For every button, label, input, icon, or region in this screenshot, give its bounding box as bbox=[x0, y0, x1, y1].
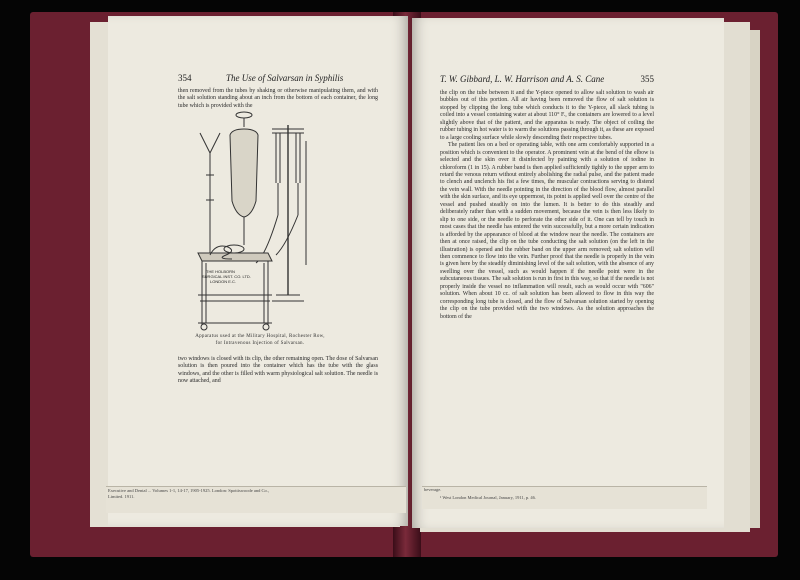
left-page-number: 354 bbox=[178, 73, 192, 83]
figure-label: THE HOLBORN bbox=[206, 269, 235, 274]
right-header bbox=[440, 74, 654, 84]
figure-label: SURGICAL INST. CO. LTD. bbox=[202, 274, 251, 279]
footnote: ¹ West London Medical Journal, January, 1911, p. 46. bbox=[440, 495, 537, 500]
apparatus-illustration bbox=[176, 105, 346, 333]
right-text-column bbox=[440, 90, 654, 321]
left-running-head: The Use of Salvarsan in Syphilis bbox=[226, 73, 344, 83]
right-page-number: 355 bbox=[640, 74, 654, 84]
figure-label: LONDON E.C. bbox=[210, 279, 237, 284]
left-paragraph-bottom bbox=[178, 356, 378, 386]
paragraph: the clip on the tube between it and the Y-piece opened to allow salt solution to wash air bubbles out of this portion. All air having been removed the flow of salt solution is stopped by clipping the long tube which conducts it to the Y-piece, all slack tubing is coiled into a vessel containing water at about 110° F., the containers are lowered to a level slightly above that of the patient, and the apparatus is ready. The object of coiling the rubber tubing in hot water is to warm the solutions passing through it, as these are exposed to a large cooling surface while slowly descending their respective tubes. bbox=[440, 90, 654, 141]
caption-line: Apparatus used at the Military Hospital, Rochester Row, bbox=[195, 334, 325, 339]
left-header bbox=[178, 73, 378, 83]
slip-text-left: Executive and Dental ... Volumes 1-1, 14-17, 1905-1925. London: Spottiswoode and Co., Limited. 1911. bbox=[108, 488, 269, 499]
paragraph: The patient lies on a bed or operating table, with one arm comfortably supported in a position which is convenient to the operator. A prominent vein at the bend of the elbow is selected and the skin over it disinfected by painting with a solution of iodine in chloroform (1 in 15). A rubber band is then applied sufficiently tightly to the upper arm to retard the venous return without entirely abolishing the radial pulse, and the patient made to clench and unclench his fist a few times, the muscular contractions serving to distend the vein wall. With the needle pointing in the direction of the blood flow, almost parallel with the skin surface, and its eye uppermost, its point is applied well over the centre of the vessel and pushed steadily on into the lumen. It is better to do this steadily and deliberately rather than with a sudden movement, because the vein is then less likely to slip to one side, or the needle to perforate the other side of it. One can tell by touch in most cases that the needle has entered the vein successfully, but a more certain indication is afforded by the appearance of blood at the window near the needle. The containers are then at once raised, the clip on the tube conducting the salt solution (on the left in the illustration) is opened and the rubber band on the upper arm removed; salt solution will then commence to flow into the vein. Further proof that the needle is properly in the vein is given here by the steadily diminishing level of the salt solution, with the absence of any swelling over the vessel, such as would happen if the needle point were in the subcutaneous tissues. The salt solution is run in first in this way, so that if the needle is not properly inside the vessel no inflammation will result, such as would occur with "606" solution. When about 10 cc. of salt solution has been allowed to flow in this way the corresponding long tube is closed, and the flow of Salvarsan solution started by opening the clip on the tube provided with the two windows. As the solution approaches the bottom of the bbox=[440, 142, 654, 320]
caption-line: for Intravenous Injection of Salvarsan. bbox=[215, 341, 305, 346]
text-block: two windows is closed with its clip, the other remaining open. The dose of Salvarsan solution is then poured into the container which has the tube with the glass windows, and the other is filled with warm physiological salt solution. The needle is now attached, and bbox=[178, 356, 378, 385]
slip-text-right-top: beverage. bbox=[424, 487, 442, 492]
figure-caption bbox=[140, 333, 380, 347]
text-block: then removed from the tubes by shaking or otherwise manipulating them, and with the salt solution standing about an inch from the bottom of each container, the long tube which is provided with the bbox=[178, 88, 378, 109]
right-running-head: T. W. Gibbard, L. W. Harrison and A. S. Cane bbox=[440, 74, 605, 84]
